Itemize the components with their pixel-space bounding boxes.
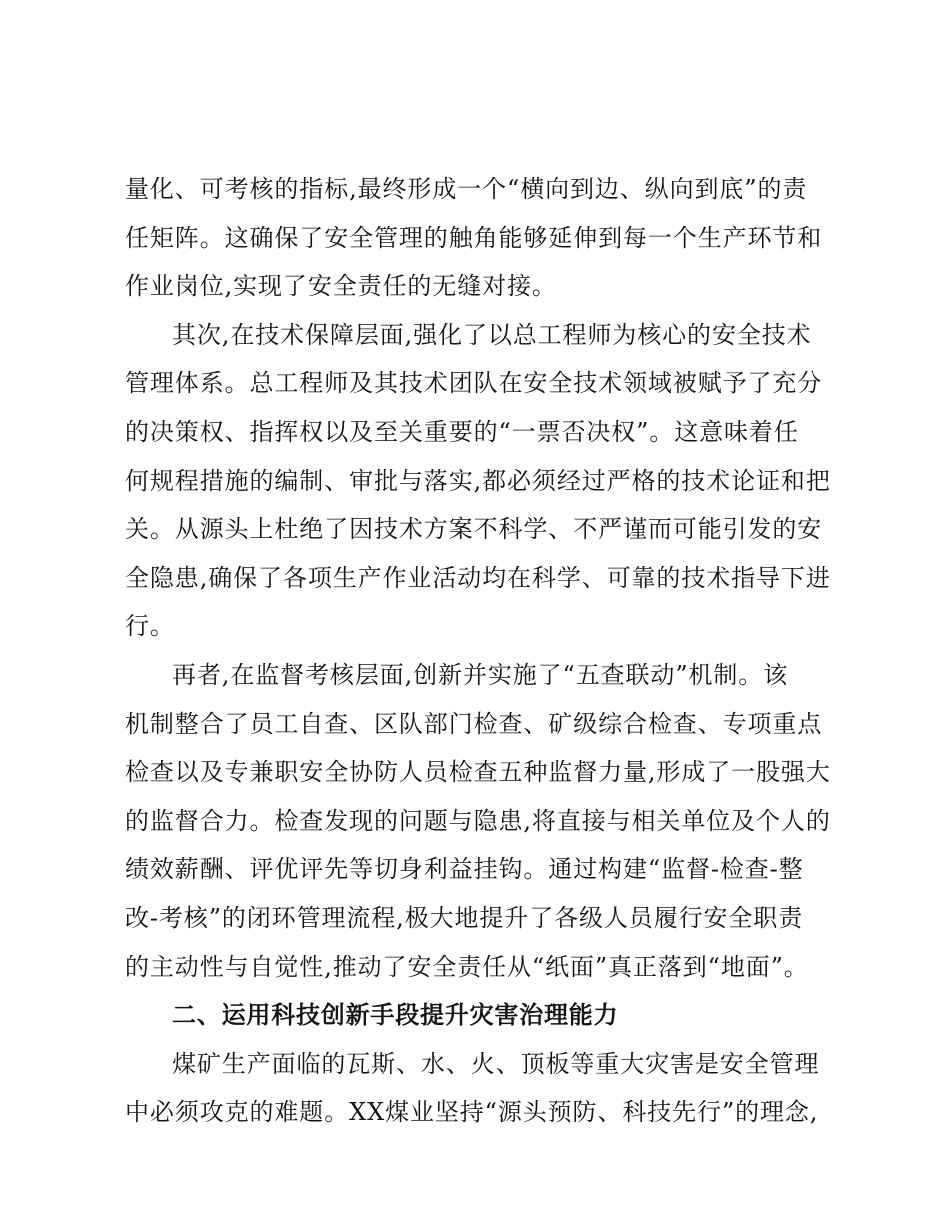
body-line-20: 中必须攻克的难题。XX煤业坚持“源头预防、科技先行”的理念, — [125, 1098, 819, 1127]
body-line-15: 绩效薪酬、评优评先等切身利益挂钩。通过构建“监督-检查-整 — [125, 855, 804, 884]
body-line-3: 作业岗位,实现了安全责任的无缝对接。 — [125, 272, 557, 301]
body-line-5: 管理体系。总工程师及其技术团队在安全技术领域被赋予了充分 — [125, 369, 823, 398]
body-line-11: 再者,在监督考核层面,创新并实施了“五查联动”机制。该 — [172, 660, 789, 689]
body-line-16: 改-考核”的闭环管理流程,极大地提升了各级人员履行安全职责 — [125, 903, 804, 932]
body-line-7: 何规程措施的编制、审批与落实,都必须经过严格的技术论证和把 — [125, 466, 831, 495]
section-heading: 二、运用科技创新手段提升灾害治理能力 — [172, 1001, 619, 1030]
body-line-8: 关。从源头上杜绝了因技术方案不科学、不严谨而可能引发的安 — [125, 515, 823, 544]
body-line-4: 其次,在技术保障层面,强化了以总工程师为核心的安全技术 — [172, 320, 812, 349]
body-line-9: 全隐患,确保了各项生产作业活动均在科学、可靠的技术指导下进 — [125, 563, 831, 592]
body-line-2: 任矩阵。这确保了安全管理的触角能够延伸到每一个生产环节和 — [125, 223, 823, 252]
body-line-19: 煤矿生产面临的瓦斯、水、火、顶板等重大灾害是安全管理 — [172, 1049, 820, 1078]
body-line-14: 的监督合力。检查发现的问题与隐患,将直接与相关单位及个人的 — [125, 806, 831, 835]
body-line-1: 量化、可考核的指标,最终形成一个“横向到边、纵向到底”的责 — [125, 175, 808, 203]
document-body — [125, 165, 830, 1137]
body-line-12: 机制整合了员工自查、区队部门检查、矿级综合检查、专项重点 — [125, 709, 823, 738]
body-line-10: 行。 — [125, 612, 175, 641]
body-line-17: 的主动性与自觉性,推动了安全责任从“纸面”真正落到“地面”。 — [125, 952, 809, 981]
body-line-6: 的决策权、指挥权以及至关重要的“一票否决权”。这意味着任 — [125, 417, 799, 446]
body-line-13: 检查以及专兼职安全协防人员检查五种监督力量,形成了一股强大 — [125, 758, 831, 787]
